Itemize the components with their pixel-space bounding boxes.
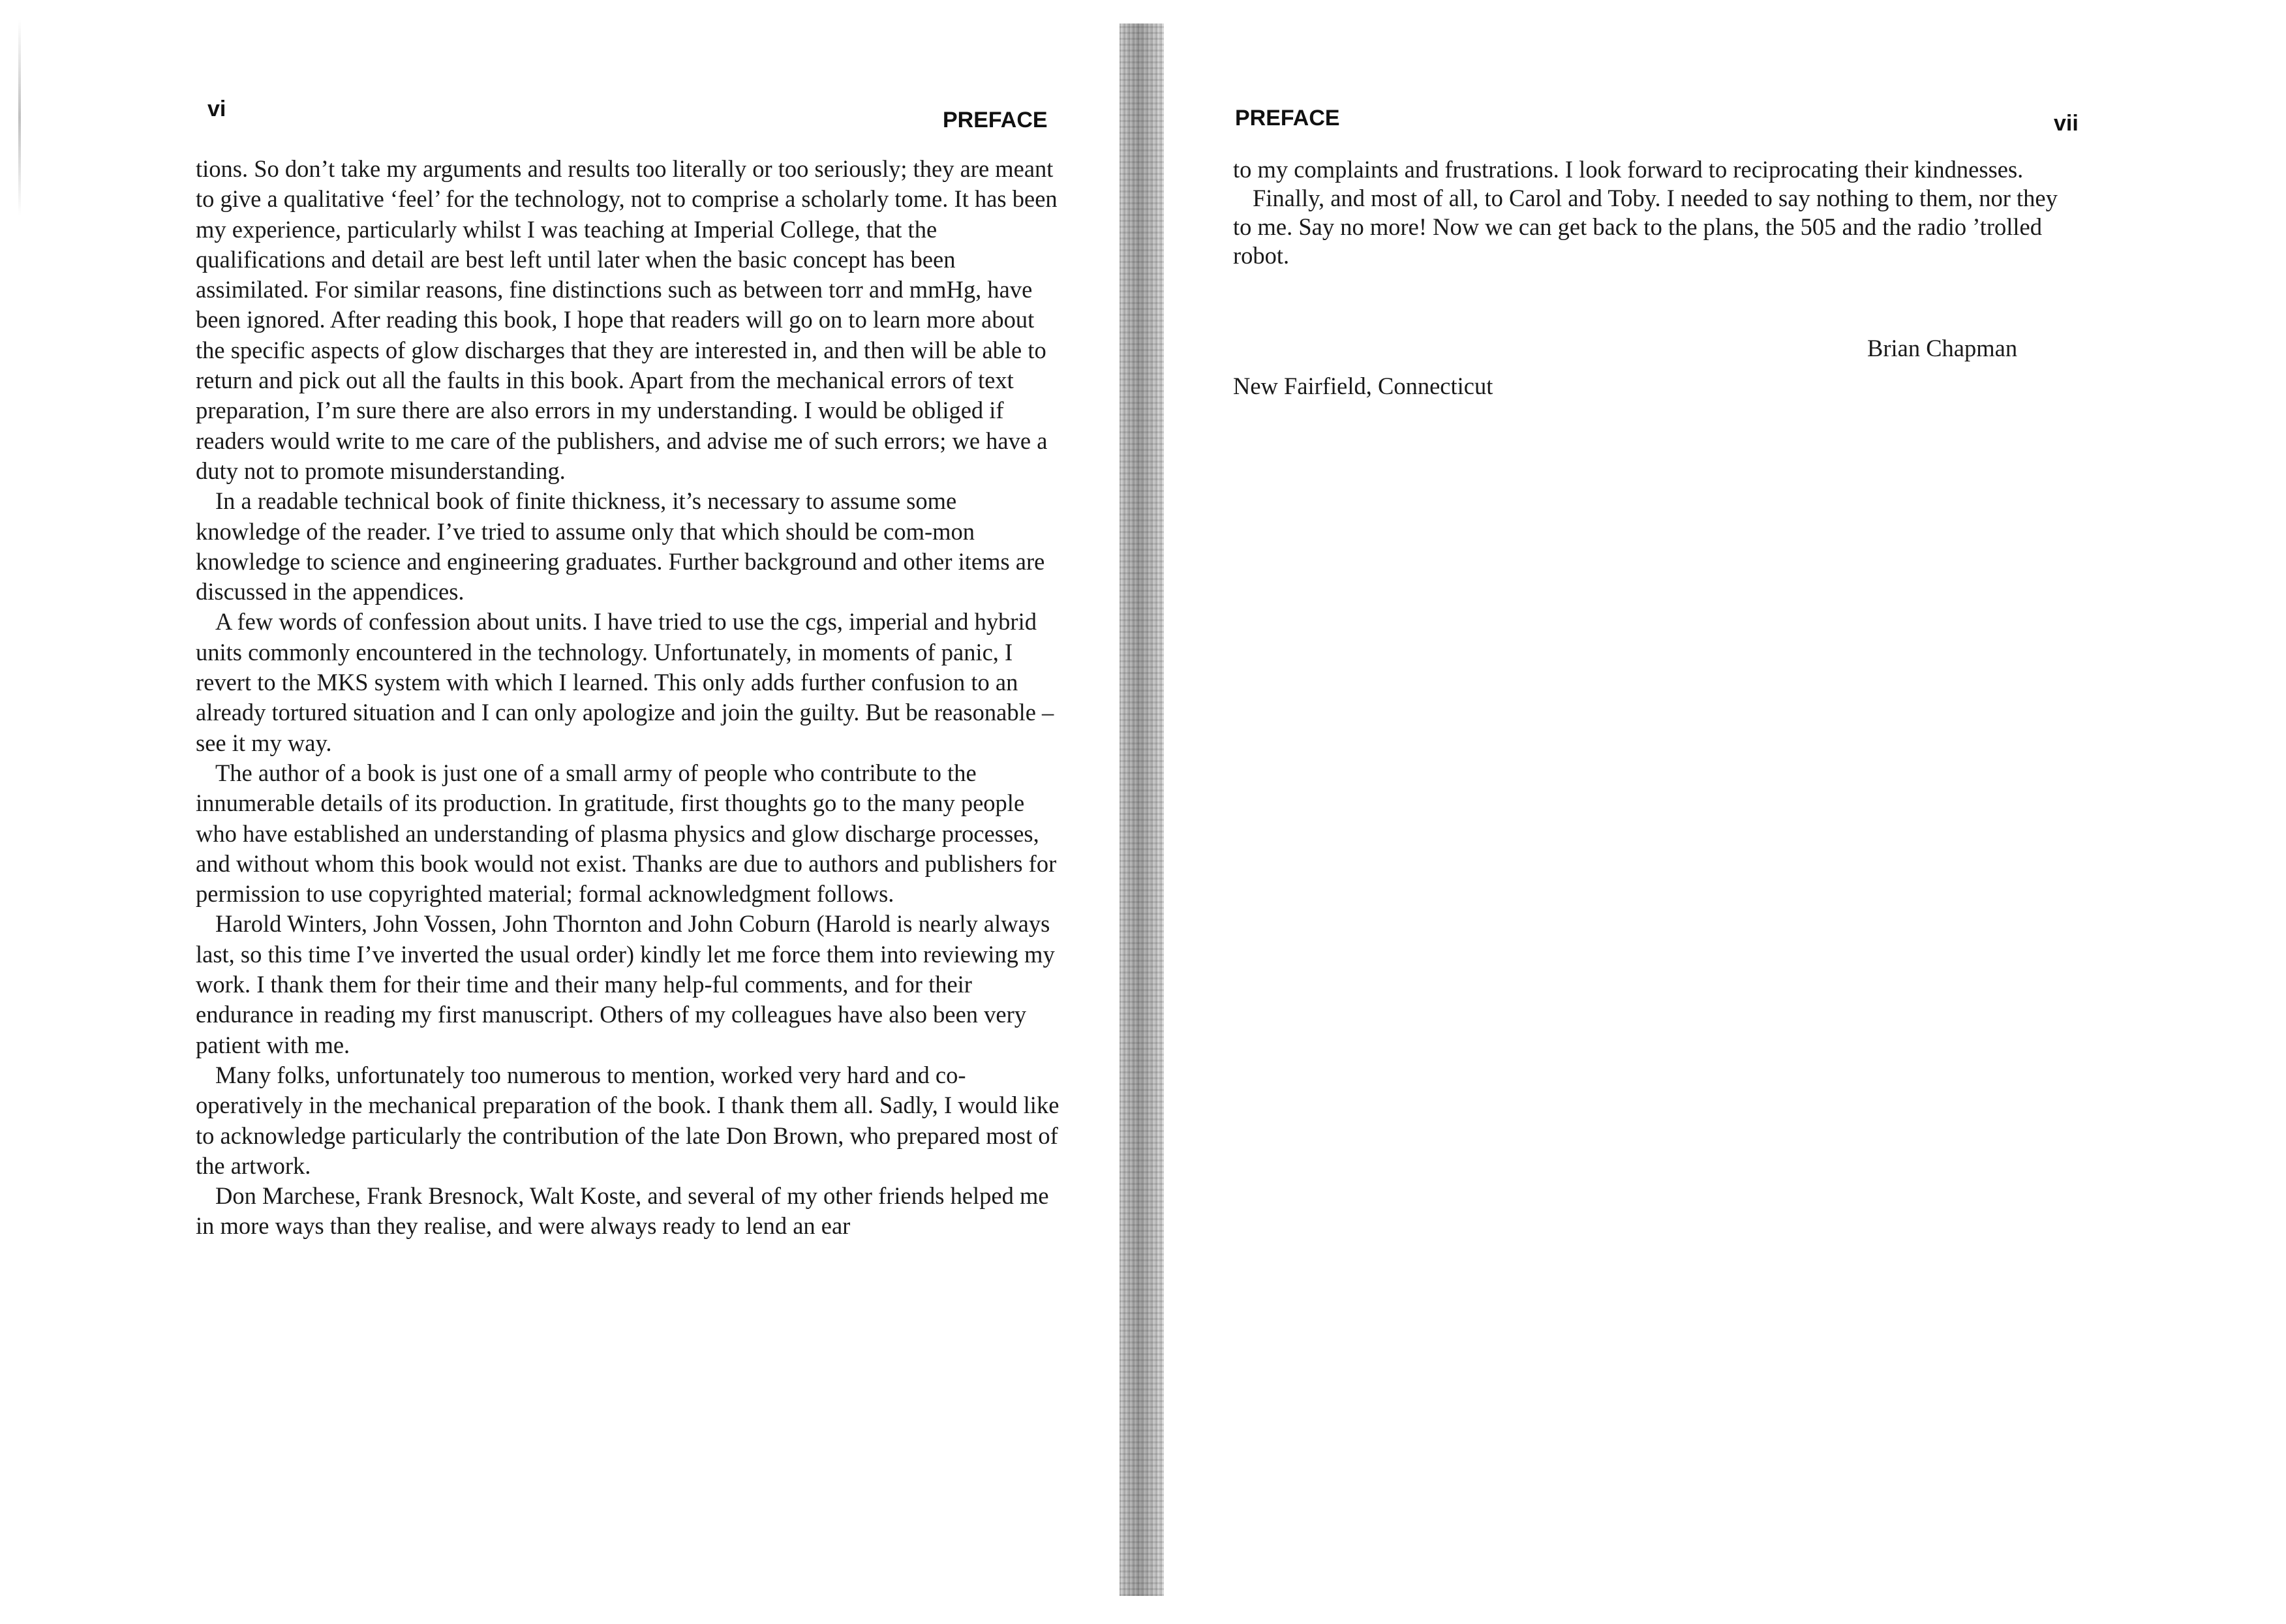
author-signature: Brian Chapman (1867, 335, 2018, 361)
paragraph: Don Marchese, Frank Bresnock, Walt Koste, and several of my other friends helped me in more ways than they realise, and were always ready to lend an ear (196, 1182, 1049, 1240)
running-head: PREFACE (943, 108, 1048, 132)
body-text (196, 154, 1063, 1242)
running-head: PREFACE (1235, 106, 1340, 130)
scan-edge-mark (18, 20, 21, 215)
paragraph: Finally, and most of all, to Carol and Toby. I needed to say nothing to them, nor they to me. Say no more! Now we can get back to the plans, the 505 and the radio ’trolled robot. (1233, 185, 2058, 269)
body-text (1233, 155, 2075, 270)
paragraph: Harold Winters, John Vossen, John Thornton and John Coburn (Harold is nearly always last, so this time I’ve inverted the usual order) kindly let me force them into reviewing my work. I thank them for their time and their many help-ful comments, and for their endurance in reading my first manuscript. Others of my colleagues have also been very patient with me. (196, 910, 1055, 1058)
left-page (0, 0, 1122, 1624)
paragraph: Many folks, unfortunately too numerous to mention, worked very hard and co-operatively in the mechanical preparation of the book. I thank them all. Sadly, I would like to acknowledge particularly the contribution of the late Don Brown, who prepared most of the artwork. (196, 1061, 1059, 1179)
paragraph: tions. So don’t take my arguments and results too literally or too seriously; they are meant to give a qualitative ‘feel’ for the technology, not to comprise a scholarly tome. It has been my experience, particularly whilst I was teaching at Imperial College, that the qualifications and detail are best left until later when the basic concept has been assimilated. For similar reasons, fine distinctions such as between torr and mmHg, have been ignored. After reading this book, I hope that readers will go on to learn more about the specific aspects of glow discharges that they are interested in, and then will be able to return and pick out all the faults in this book. Apart from the mechanical errors of text preparation, I’m sure there are also errors in my understanding. I would be obliged if readers would write to me care of the publishers, and advise me of such errors; we have a duty not to promote misunderstanding. (196, 155, 1058, 484)
author-location: New Fairfield, Connecticut (1233, 373, 1493, 399)
page-number: vii (2054, 111, 2079, 136)
page-number: vi (207, 97, 226, 121)
paragraph: In a readable technical book of finite thickness, it’s necessary to assume some knowledge of the reader. I’ve tried to assume only that which should be com-mon knowledge to science and engineering graduates. Further background and other items are discussed in the appendices. (196, 487, 1045, 605)
paragraph: The author of a book is just one of a small army of people who contribute to the innumerable details of its production. In gratitude, first thoughts go to the many people who have established an understanding of plasma physics and glow discharge processes, and without whom this book would not exist. Thanks are due to authors and publishers for permission to use copyrighted material; formal acknowledgment follows. (196, 759, 1057, 908)
paragraph: to my complaints and frustrations. I look forward to reciprocating their kindnesses. (1233, 156, 2024, 183)
book-gutter (1120, 23, 1164, 1596)
paragraph: A few words of confession about units. I have tried to use the cgs, imperial and hybrid units commonly encountered in the technology. Unfortunately, in moments of panic, I revert to the MKS system with which I learned. This only adds further confusion to an already tortured situation and I can only apologize and join the guilty. But be reasonable – see it my way. (196, 608, 1054, 756)
